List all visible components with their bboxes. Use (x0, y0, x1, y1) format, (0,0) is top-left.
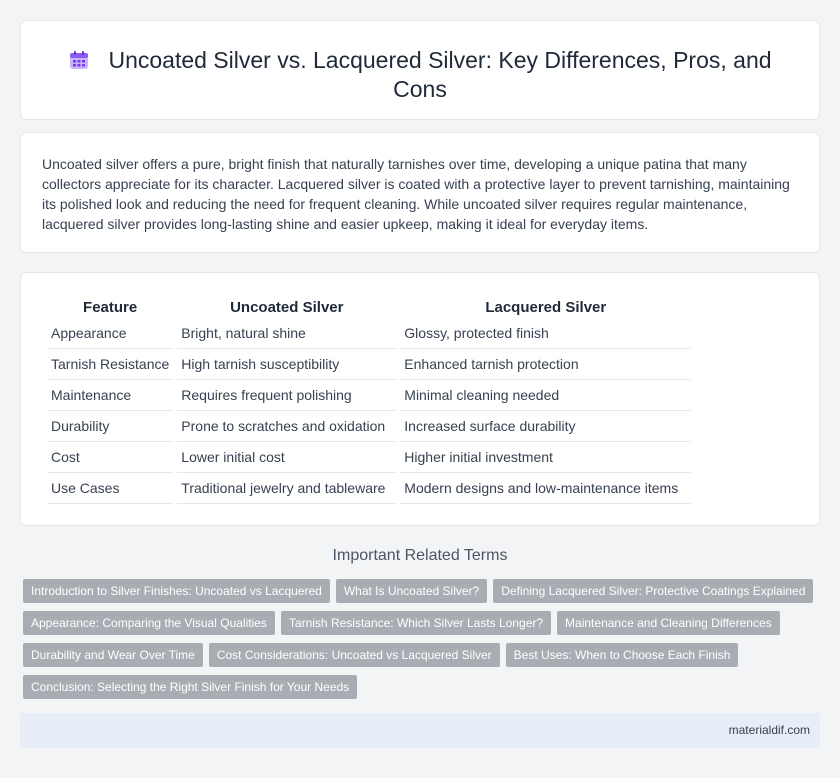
cell-lacquered: Higher initial investment (400, 442, 691, 473)
header-card (20, 20, 820, 120)
related-term-link[interactable]: Tarnish Resistance: Which Silver Lasts Longer? (281, 611, 551, 635)
comparison-table (43, 296, 695, 504)
cell-uncoated: Traditional jewelry and tableware (177, 473, 396, 504)
intro-card (20, 132, 820, 253)
column-header-feature: Feature (83, 298, 138, 316)
intro-paragraph: Uncoated silver offers a pure, bright finish that naturally tarnishes over time, developing a unique patina that many collectors appreciate for its character. Lacquered silver is coated with a protective layer to prevent tarnishing, maintaining its polished look and reducing the need for frequent cleaning. While uncoated silver requires regular maintenance, lacquered silver provides long-lasting shine and easier upkeep, making it ideal for everyday items. (42, 156, 790, 232)
cell-lacquered: Minimal cleaning needed (400, 380, 691, 411)
related-term-link[interactable]: Introduction to Silver Finishes: Uncoated vs Lacquered (23, 579, 330, 603)
cell-uncoated: Requires frequent polishing (177, 380, 396, 411)
table-header-row (47, 296, 691, 318)
table-row (47, 442, 691, 473)
related-terms-heading: Important Related Terms (332, 547, 508, 564)
cell-feature: Cost (47, 442, 173, 473)
cell-lacquered: Modern designs and low-maintenance items (400, 473, 691, 504)
cell-feature: Appearance (47, 318, 173, 349)
cell-lacquered: Enhanced tarnish protection (400, 349, 691, 380)
column-header-lacquered: Lacquered Silver (485, 298, 607, 316)
cell-uncoated: High tarnish susceptibility (177, 349, 396, 380)
cell-lacquered: Increased surface durability (400, 411, 691, 442)
related-term-link[interactable]: Appearance: Comparing the Visual Qualities (23, 611, 275, 635)
related-term-link[interactable]: Best Uses: When to Choose Each Finish (506, 643, 739, 667)
table-row (47, 349, 691, 380)
related-term-link[interactable]: What Is Uncoated Silver? (336, 579, 487, 603)
table-row (47, 411, 691, 442)
cell-feature: Use Cases (47, 473, 173, 504)
cell-feature: Tarnish Resistance (47, 349, 173, 380)
cell-feature: Maintenance (47, 380, 173, 411)
page-title: Uncoated Silver vs. Lacquered Silver: Key Differences, Pros, and Cons (108, 47, 772, 102)
table-row (47, 318, 691, 349)
related-term-link[interactable]: Cost Considerations: Uncoated vs Lacquered Silver (209, 643, 500, 667)
title-wrap (61, 46, 779, 104)
footer-bar (20, 713, 820, 748)
column-header-uncoated: Uncoated Silver (230, 298, 344, 316)
calendar-icon (68, 49, 90, 71)
related-term-link[interactable]: Defining Lacquered Silver: Protective Coatings Explained (493, 579, 813, 603)
cell-lacquered: Glossy, protected finish (400, 318, 691, 349)
related-term-link[interactable]: Durability and Wear Over Time (23, 643, 203, 667)
table-row (47, 380, 691, 411)
related-terms-list (23, 579, 823, 707)
cell-uncoated: Prone to scratches and oxidation (177, 411, 396, 442)
cell-feature: Durability (47, 411, 173, 442)
related-term-link[interactable]: Conclusion: Selecting the Right Silver Finish for Your Needs (23, 675, 357, 699)
footer-site-link[interactable]: materialdif.com (728, 723, 810, 737)
cell-uncoated: Lower initial cost (177, 442, 396, 473)
cell-uncoated: Bright, natural shine (177, 318, 396, 349)
comparison-table-card (20, 272, 820, 526)
table-row (47, 473, 691, 504)
related-term-link[interactable]: Maintenance and Cleaning Differences (557, 611, 780, 635)
